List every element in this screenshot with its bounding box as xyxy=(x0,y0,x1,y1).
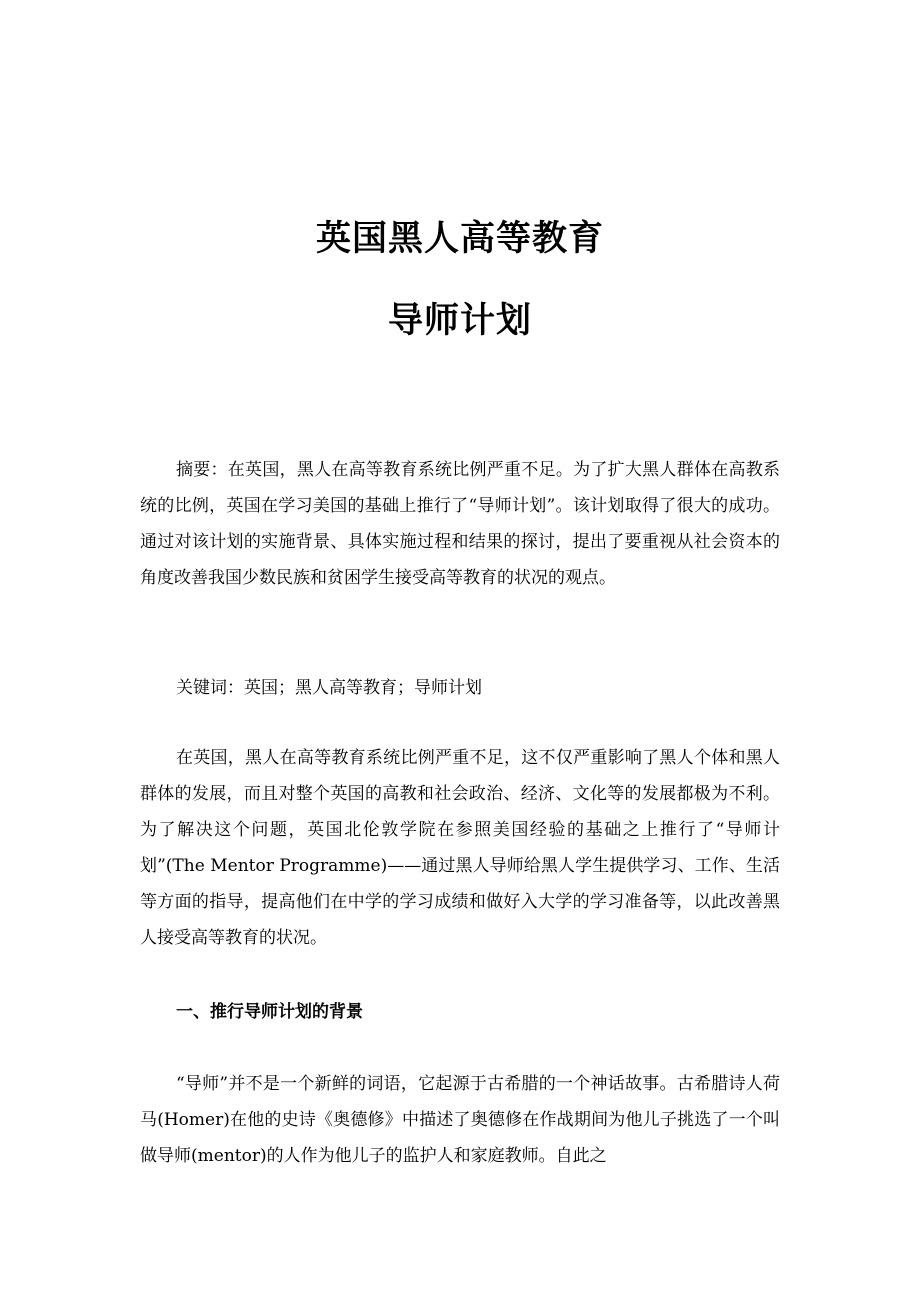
section-1-paragraph: “导师”并不是一个新鲜的词语，它起源于古希腊的一个神话故事。古希腊诗人荷马(Homer)在他的史诗《奥德修》中描述了奥德修在作战期间为他儿子挑选了一个叫做导师(mentor)的人作为他儿子的监护人和家庭教师。自此之 xyxy=(140,1074,780,1166)
keywords-paragraph: 关键词：英国；黑人高等教育；导师计划 xyxy=(176,678,482,698)
introduction-paragraph: 在英国，黑人在高等教育系统比例严重不足，这不仅严重影响了黑人个体和黑人群体的发展，而且对整个英国的高教和社会政治、经济、文化等的发展都极为不利。为了解决这个问题，英国北伦敦学院在参照美国经验的基础之上推行了“导师计划”(The Mentor Programme)——通过黑人导师给黑人学生提供学习、工作、生活等方面的指导，提高他们在中学的学习成绩和做好入大学的学习准备等，以此改善黑人接受高等教育的状况。 xyxy=(140,748,780,948)
abstract-paragraph: 摘要：在英国，黑人在高等教育系统比例严重不足。为了扩大黑人群体在高教系统的比例，英国在学习美国的基础上推行了“导师计划”。该计划取得了很大的成功。通过对该计划的实施背景、具体实施过程和结果的探讨，提出了要重视从社会资本的角度改善我国少数民族和贫困学生接受高等教育的状况的观点。 xyxy=(140,460,780,588)
section-1-heading: 一、推行导师计划的背景 xyxy=(176,1002,363,1022)
document-title-line-1: 英国黑人高等教育 xyxy=(315,219,604,260)
document-title-line-2: 导师计划 xyxy=(387,301,532,342)
